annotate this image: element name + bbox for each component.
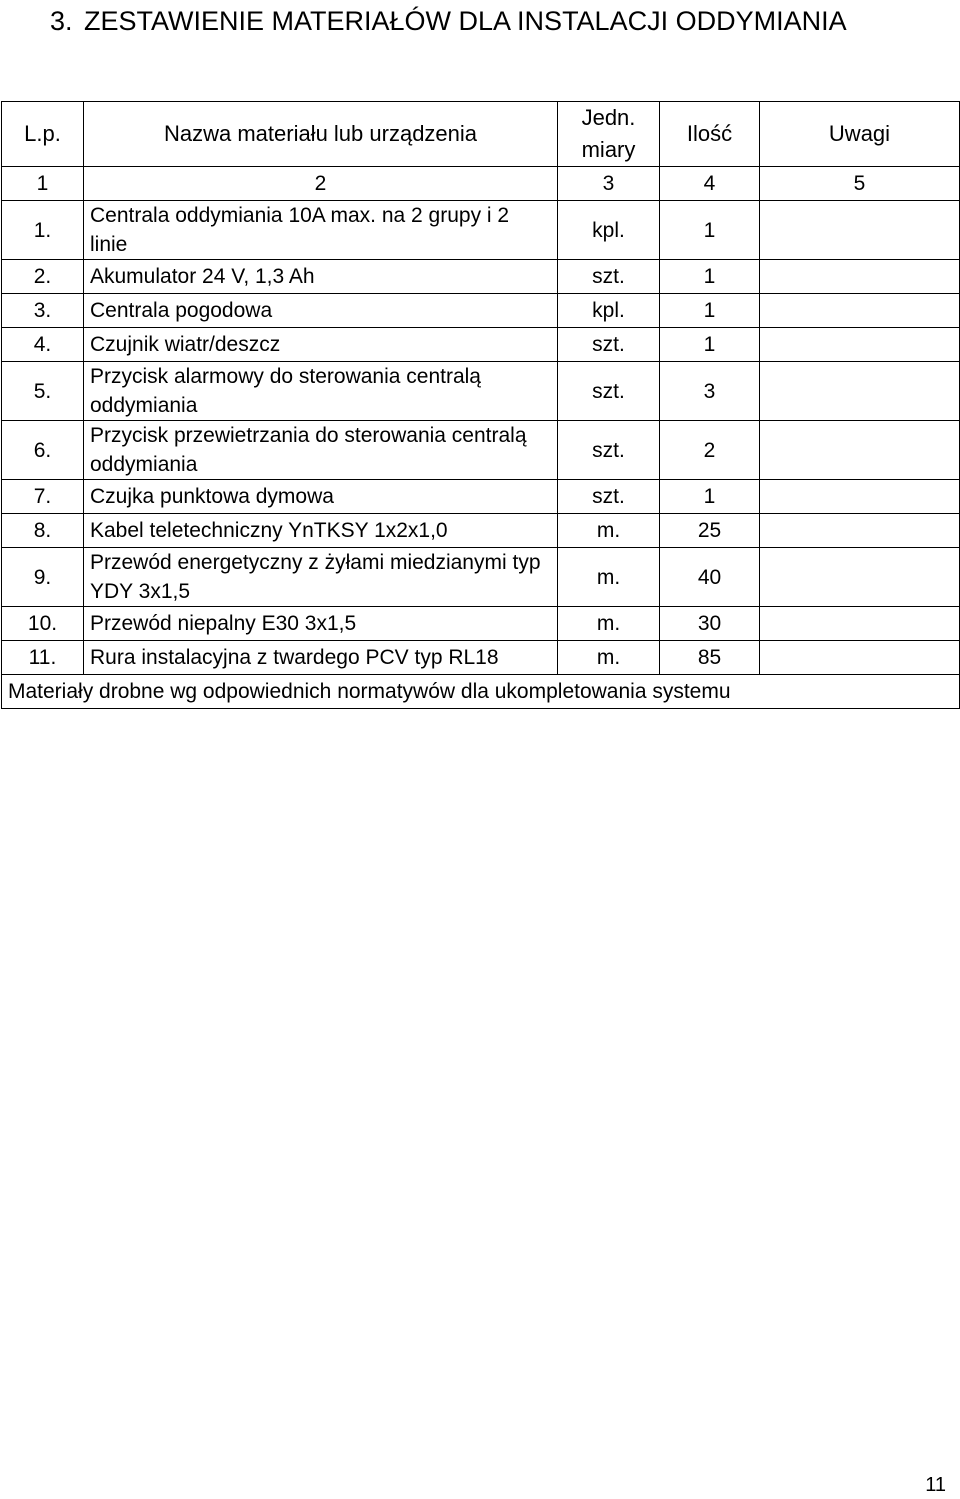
header-name: Nazwa materiału lub urządzenia [84,102,558,167]
column-number: 1 [2,167,84,201]
header-notes: Uwagi [760,102,960,167]
section-number: 3. [50,6,73,36]
row-name: Kabel teletechniczny YnTKSY 1x2x1,0 [84,514,558,548]
row-lp: 1. [2,201,84,260]
row-name: Centrala oddymiania 10A max. na 2 grupy i 2 linie [84,201,558,260]
materials-table [1,101,960,709]
row-name: Przewód energetyczny z żyłami miedzianymi typ YDY 3x1,5 [84,548,558,607]
table-row [2,641,960,675]
row-lp: 10. [2,607,84,641]
table-row [2,480,960,514]
table-row [2,294,960,328]
row-unit: m. [558,641,660,675]
row-qty: 1 [660,201,760,260]
section-heading [50,4,910,38]
row-notes [760,514,960,548]
row-name: Akumulator 24 V, 1,3 Ah [84,260,558,294]
row-name: Czujnik wiatr/deszcz [84,328,558,362]
row-qty: 1 [660,294,760,328]
row-notes [760,362,960,421]
row-unit: m. [558,514,660,548]
header-lp: L.p. [2,102,84,167]
row-name: Przycisk alarmowy do sterowania centralą oddymiania [84,362,558,421]
row-qty: 1 [660,480,760,514]
row-unit: m. [558,548,660,607]
row-notes [760,641,960,675]
row-notes [760,480,960,514]
column-number: 5 [760,167,960,201]
row-unit: szt. [558,480,660,514]
row-lp: 2. [2,260,84,294]
row-lp: 6. [2,421,84,480]
table-footer-row [2,675,960,709]
table-row [2,514,960,548]
row-qty: 40 [660,548,760,607]
row-name: Czujka punktowa dymowa [84,480,558,514]
table-row [2,421,960,480]
row-name: Przewód niepalny E30 3x1,5 [84,607,558,641]
row-notes [760,201,960,260]
header-unit: Jedn. miary [558,102,660,167]
row-lp: 5. [2,362,84,421]
row-unit: m. [558,607,660,641]
table-row [2,362,960,421]
section-title: ZESTAWIENIE MATERIAŁÓW DLA INSTALACJI ODDYMIANIA [84,6,847,36]
row-notes [760,421,960,480]
page-number: 11 [925,1474,946,1496]
row-lp: 4. [2,328,84,362]
row-notes [760,607,960,641]
table-header-row [2,102,960,167]
row-unit: szt. [558,260,660,294]
table-row [2,328,960,362]
row-notes [760,548,960,607]
row-unit: szt. [558,362,660,421]
row-qty: 25 [660,514,760,548]
row-notes [760,260,960,294]
row-qty: 30 [660,607,760,641]
row-qty: 1 [660,260,760,294]
row-notes [760,328,960,362]
row-qty: 3 [660,362,760,421]
row-notes [760,294,960,328]
row-qty: 2 [660,421,760,480]
row-lp: 8. [2,514,84,548]
row-unit: szt. [558,421,660,480]
column-number: 4 [660,167,760,201]
row-lp: 3. [2,294,84,328]
column-number-row [2,167,960,201]
row-lp: 7. [2,480,84,514]
row-unit: szt. [558,328,660,362]
footer-note: Materiały drobne wg odpowiednich normatywów dla ukompletowania systemu [2,675,960,709]
column-number: 3 [558,167,660,201]
row-lp: 11. [2,641,84,675]
column-number: 2 [84,167,558,201]
table-row [2,548,960,607]
row-name: Centrala pogodowa [84,294,558,328]
row-lp: 9. [2,548,84,607]
table-row [2,201,960,260]
row-name: Przycisk przewietrzania do sterowania centralą oddymiania [84,421,558,480]
row-unit: kpl. [558,294,660,328]
table-row [2,607,960,641]
table-row [2,260,960,294]
header-qty: Ilość [660,102,760,167]
row-unit: kpl. [558,201,660,260]
row-name: Rura instalacyjna z twardego PCV typ RL18 [84,641,558,675]
row-qty: 85 [660,641,760,675]
row-qty: 1 [660,328,760,362]
